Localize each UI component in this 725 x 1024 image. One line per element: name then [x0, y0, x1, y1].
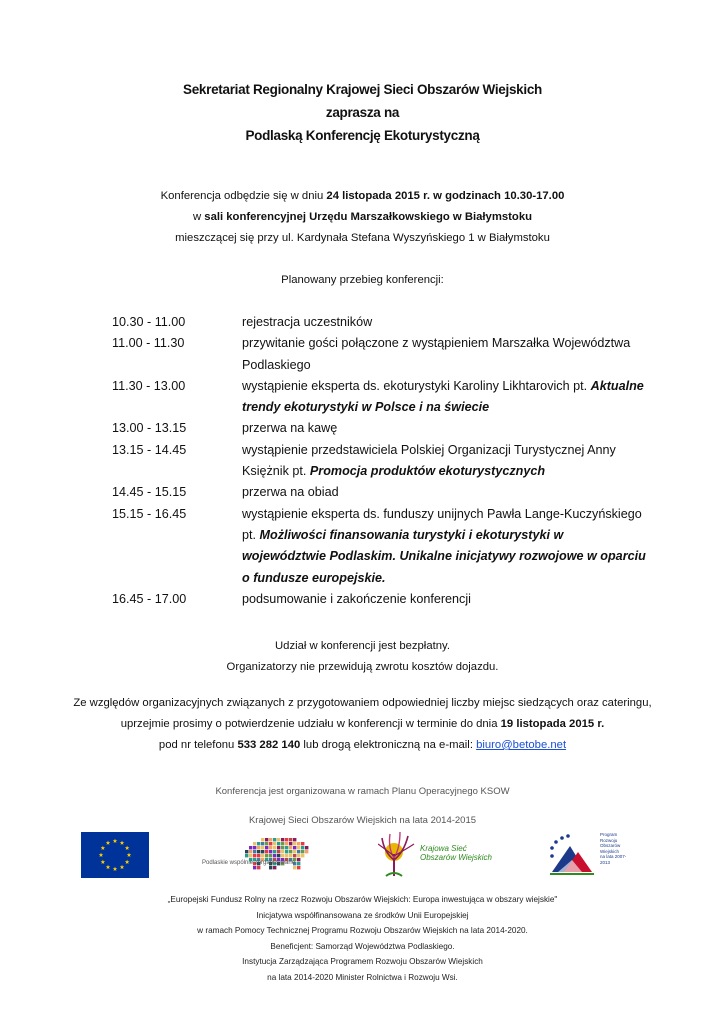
mosaic-tile [245, 854, 248, 857]
agenda-desc-line: wystąpienie eksperta ds. funduszy unijnych Pawła Lange-Kuczyńskiego [242, 506, 642, 521]
info-text: w [192, 211, 205, 223]
agenda-desc: rejestracja uczestników [242, 315, 373, 329]
agenda-time: 14.45 - 15.15 [112, 485, 187, 500]
mosaic-tile [269, 846, 272, 849]
mosaic-tile [273, 838, 276, 841]
mosaic-tile [289, 838, 292, 841]
mosaic-tile [257, 846, 260, 849]
mosaic-tile [257, 850, 260, 853]
mosaic-tile [257, 842, 260, 845]
mosaic-tile [257, 854, 260, 857]
agenda-desc-line [242, 461, 658, 482]
mosaic-tile [297, 862, 300, 865]
plan-title: Planowany przebieg konferencji: [281, 274, 444, 286]
mosaic-tile [245, 850, 248, 853]
prow-logo-line: na lata 2007-2013 [600, 854, 627, 865]
mosaic-tile [301, 842, 304, 845]
mosaic-tile [297, 842, 300, 845]
footer-line: „Europejski Fundusz Rolny na rzecz Rozwoju Obszarów Wiejskich: Europa inwestująca w obszary wiejskie" [167, 895, 558, 904]
agenda-desc-text: wystąpienie eksperta ds. ekoturystyki Karoliny Likhtarovich pt. [242, 378, 591, 393]
participation-note [0, 636, 725, 678]
agenda-desc-line [242, 525, 658, 546]
ksow-line-2: Krajowej Sieci Obszarów Wiejskich na lata 2014-2015 [248, 815, 477, 826]
header [0, 78, 725, 147]
agenda-desc-line [242, 397, 658, 418]
mosaic-tile [305, 850, 308, 853]
mosaic-tile [289, 842, 292, 845]
eu-star-icon [127, 853, 132, 857]
eu-star-icon [106, 840, 111, 844]
mosaic-tile [293, 866, 296, 869]
agenda-desc-line: przywitanie gości połączone z wystąpieniem Marszałka Województwa [242, 336, 631, 351]
ksow-logo-line: Krajowa Sieć [420, 844, 467, 853]
agenda-desc-line [242, 376, 658, 397]
mosaic-tile [297, 846, 300, 849]
mosaic-tile [293, 854, 296, 857]
agenda-item [112, 418, 658, 439]
mosaic-tile [269, 842, 272, 845]
agenda-desc: przerwa na obiad [242, 485, 339, 500]
mosaic-tile [261, 842, 264, 845]
podlaskie-bison-logo [200, 832, 310, 878]
agenda-time: 11.00 - 11.30 [112, 336, 185, 351]
agenda-desc-line [242, 568, 658, 589]
free-line-1: Udział w konferencji jest bezpłatny. [275, 640, 450, 652]
mosaic-tile [281, 842, 284, 845]
mosaic-tile [277, 842, 280, 845]
footer [0, 892, 725, 985]
agenda-item [112, 376, 658, 419]
agenda-item [112, 482, 658, 503]
header-line-2: zaprasza na [325, 105, 400, 120]
agenda-time: 16.45 - 17.00 [112, 591, 187, 606]
agenda-item [112, 504, 658, 589]
mosaic-tile [253, 854, 256, 857]
mosaic-tile [265, 846, 268, 849]
header-line-3: Podlaską Konferencję Ekoturystyczną [245, 128, 480, 143]
agenda-item [112, 440, 658, 483]
info-date: 24 listopada 2015 r. w godzinach 10.30-17.00 [326, 190, 565, 202]
mosaic-tile [305, 846, 308, 849]
footer-line: Inicjatywa współfinansowana ze środków Unii Europejskiej [256, 910, 469, 920]
eu-star-icon [106, 865, 111, 869]
rsvp-text: uprzejmie prosimy o potwierdzenie udziału w konferencji w terminie do dnia [120, 718, 501, 730]
rsvp-line-1: Ze względów organizacyjnych związanych z przygotowaniem odpowiedniej liczby miejsc siedzących oraz cateringu, [73, 697, 652, 709]
footer-line: Beneficjent: Samorząd Województwa Podlaskiego. [270, 941, 455, 951]
info-text: Konferencja odbędzie się w dniu [160, 190, 327, 202]
info-line-2 [0, 207, 725, 228]
talk-title: trendy ekoturystyki w Polsce i na świecie [242, 400, 490, 415]
eu-star-icon [113, 839, 118, 843]
mosaic-tile [269, 850, 272, 853]
mosaic-tile [285, 842, 288, 845]
mosaic-tile [285, 850, 288, 853]
mosaic-tile [301, 854, 304, 857]
ksow-logo-line: Obszarów Wiejskich [420, 853, 492, 862]
mosaic-tile [253, 850, 256, 853]
mosaic-tile [273, 866, 276, 869]
conference-info [0, 186, 725, 249]
mosaic-tile [257, 866, 260, 869]
agenda-desc-line: Podlaskiego [242, 357, 311, 372]
agenda-desc [242, 440, 658, 483]
agenda-time: 13.15 - 14.45 [112, 442, 187, 457]
agenda-item [112, 589, 658, 610]
mosaic-tile [285, 846, 288, 849]
ksow-logo [378, 830, 498, 880]
agenda-desc-text: Księżnik pt. [242, 464, 310, 479]
mosaic-tile [297, 850, 300, 853]
mosaic-tile [289, 854, 292, 857]
mosaic-tile [281, 850, 284, 853]
ksow-logo-text [420, 844, 492, 862]
mosaic-tile [277, 850, 280, 853]
mosaic-tile [269, 866, 272, 869]
prow-logo [548, 832, 628, 878]
info-line-3: mieszczącej się przy ul. Kardynała Stefana Wyszyńskiego 1 w Białymstoku [175, 232, 550, 244]
prow-flag-icon [548, 832, 598, 878]
agenda-time: 15.15 - 16.45 [112, 506, 187, 521]
footer-line: w ramach Pomocy Technicznej Programu Rozwoju Obszarów Wiejskich na lata 2014-2020. [197, 926, 528, 935]
ksow-note [0, 777, 725, 835]
mosaic-tile [273, 850, 276, 853]
rsvp-text: pod nr telefonu [158, 739, 238, 751]
mosaic-tile [273, 842, 276, 845]
free-line-2: Organizatorzy nie przewidują zwrotu kosztów dojazdu. [226, 661, 499, 673]
mosaic-tile [285, 838, 288, 841]
mosaic-tile [249, 850, 252, 853]
mosaic-tile [269, 838, 272, 841]
agenda-item [112, 312, 658, 333]
eu-star-icon [113, 867, 118, 871]
prow-logo-line: Rozwoju [600, 837, 618, 843]
mosaic-tile [253, 842, 256, 845]
agenda [112, 312, 658, 610]
mosaic-tile [293, 850, 296, 853]
mosaic-tile [281, 838, 284, 841]
header-line-1: Sekretariat Regionalny Krajowej Sieci Obszarów Wiejskich [183, 82, 542, 97]
agenda-desc: podsumowanie i zakończenie konferencji [242, 591, 471, 606]
mosaic-tile [293, 842, 296, 845]
talk-title: Promocja produktów ekoturystycznych [309, 464, 546, 479]
mosaic-tile [277, 854, 280, 857]
mosaic-tile [293, 846, 296, 849]
prow-logo-line: Obszarów [600, 843, 621, 849]
mosaic-tile [253, 866, 256, 869]
talk-title: Możliwości finansowania turystyki i ekoturystyki w [259, 527, 564, 542]
mosaic-tile [261, 854, 264, 857]
agenda-time: 10.30 - 11.00 [112, 315, 186, 329]
eu-star-icon [101, 860, 106, 864]
mosaic-tile [265, 850, 268, 853]
eu-flag-logo [81, 832, 149, 878]
ksow-tree-icon [378, 830, 418, 880]
talk-title: o fundusze europejskie. [242, 570, 386, 585]
mosaic-tile [261, 846, 264, 849]
phone-number: 533 282 140 [237, 739, 301, 751]
email-link[interactable]: biuro@betobe.net [476, 739, 567, 751]
mosaic-tile [269, 854, 272, 857]
prow-logo-text [600, 832, 630, 866]
mosaic-tile [281, 854, 284, 857]
talk-title: Aktualne [590, 378, 644, 393]
mosaic-tile [301, 850, 304, 853]
talk-title: województwie Podlaskim. Unikalne inicjatywy rozwojowe w oparciu [242, 549, 646, 564]
prow-logo-line: Program [600, 832, 618, 837]
mosaic-tile [265, 854, 268, 857]
eu-star-icon [120, 865, 125, 869]
footer-line: Instytucja Zarządzająca Programem Rozwoju Obszarów Wiejskich [242, 957, 483, 966]
eu-star-icon [101, 846, 106, 850]
mosaic-tile [261, 850, 264, 853]
mosaic-tile [289, 846, 292, 849]
mosaic-tile [297, 866, 300, 869]
mosaic-tile [289, 850, 292, 853]
rsvp-note [0, 693, 725, 756]
mosaic-tile [277, 838, 280, 841]
mosaic-tile [277, 846, 280, 849]
mosaic-tile [249, 854, 252, 857]
mosaic-tile [281, 846, 284, 849]
rsvp-deadline: 19 listopada 2015 r. [500, 718, 605, 730]
ksow-line-1: Konferencja jest organizowana w ramach Planu Operacyjnego KSOW [215, 786, 510, 797]
agenda-time: 13.00 - 13.15 [112, 421, 187, 436]
prow-caption: Podlaskie wspólnie zorganizowane [202, 860, 296, 866]
info-line-1 [0, 186, 725, 207]
mosaic-tile [301, 846, 304, 849]
mosaic-tile [273, 846, 276, 849]
agenda-desc [242, 333, 658, 376]
rsvp-text: lub drogą elektroniczną na e-mail: [300, 739, 477, 751]
agenda-desc [242, 504, 658, 589]
agenda-desc [242, 376, 658, 419]
bison-mosaic-icon [200, 832, 310, 878]
agenda-desc: przerwa na kawę [242, 421, 338, 436]
agenda-time: 11.30 - 13.00 [112, 378, 186, 393]
mosaic-tile [297, 858, 300, 861]
mosaic-tile [293, 838, 296, 841]
mosaic-tile [265, 838, 268, 841]
agenda-item [112, 333, 658, 376]
agenda-desc-text: pt. [242, 527, 260, 542]
mosaic-tile [285, 854, 288, 857]
mosaic-tile [265, 842, 268, 845]
eu-star-icon [125, 860, 130, 864]
eu-star-icon [99, 853, 104, 857]
mosaic-tile [297, 854, 300, 857]
rsvp-line-2 [0, 714, 725, 735]
eu-stars-icon [81, 832, 149, 878]
agenda-desc-line [242, 546, 658, 567]
agenda-desc-line: wystąpienie przedstawiciela Polskiej Organizacji Turystycznej Anny [242, 442, 616, 457]
mosaic-tile [273, 854, 276, 857]
eu-star-icon [125, 846, 130, 850]
prow-logo-line: Wiejskich [600, 848, 620, 854]
eu-star-icon [120, 840, 125, 844]
footer-line: na lata 2014-2020 Minister Rolnictwa i Rozwoju Wsi. [267, 972, 458, 982]
mosaic-tile [261, 838, 264, 841]
rsvp-line-3 [0, 735, 725, 756]
info-venue: sali konferencyjnej Urzędu Marszałkowskiego w Białymstoku [204, 211, 533, 223]
mosaic-tile [253, 846, 256, 849]
mosaic-tile [249, 846, 252, 849]
